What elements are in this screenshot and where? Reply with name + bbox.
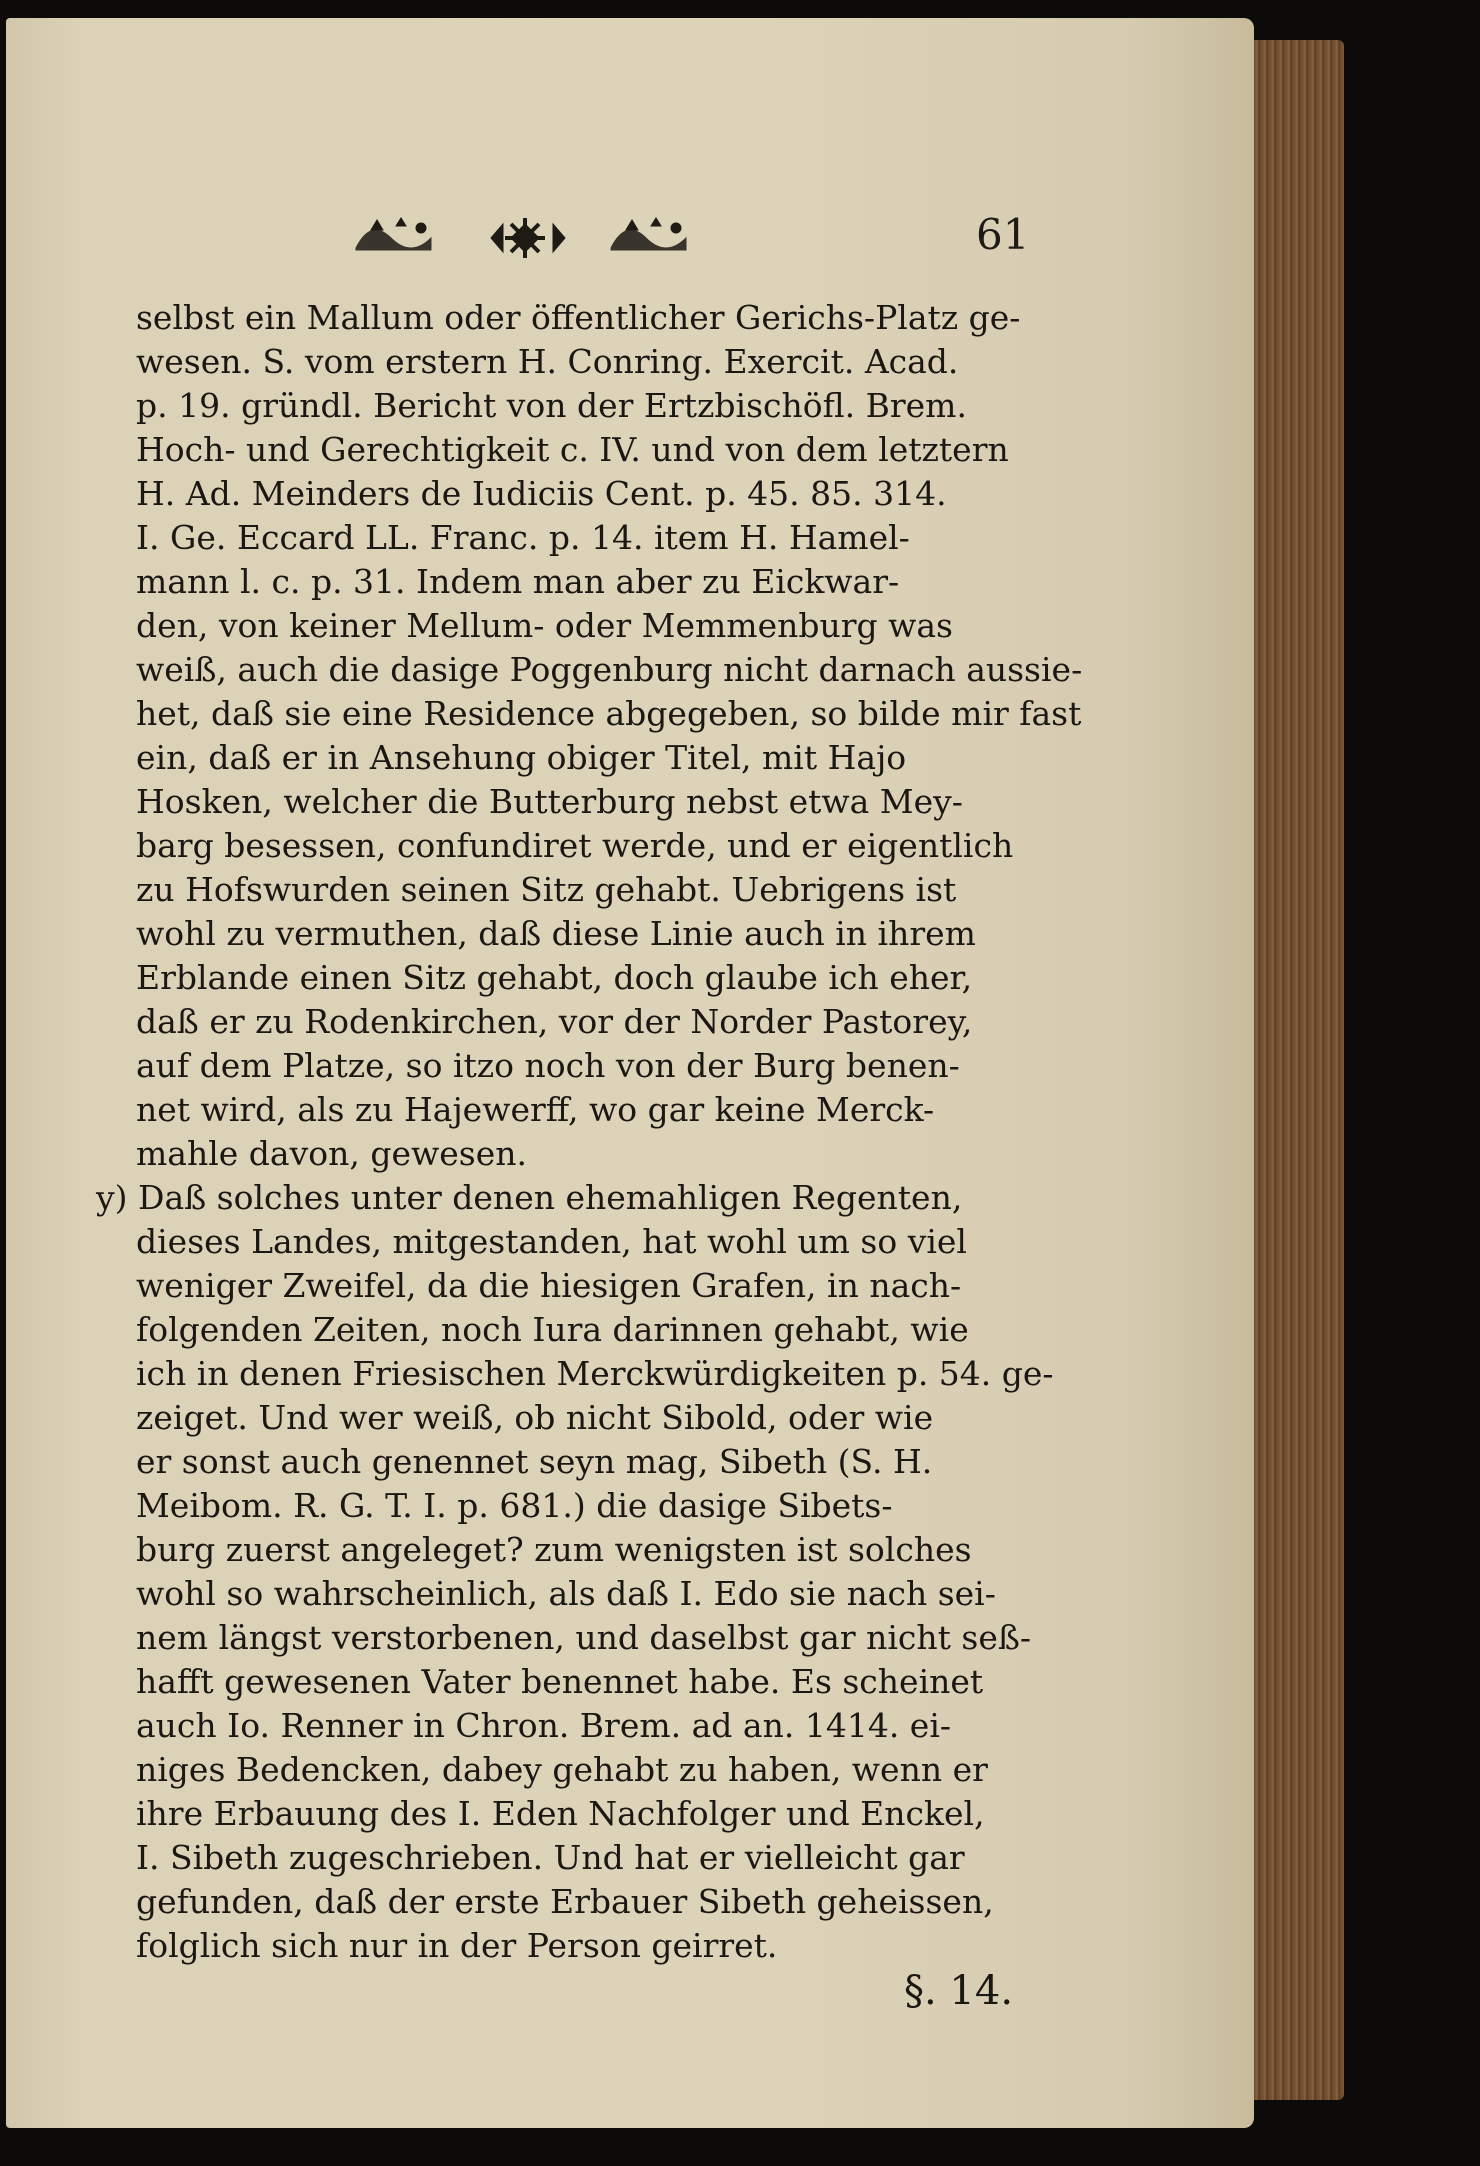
text-line: I. Sibeth zugeschrieben. Und hat er vielleicht gar	[136, 1838, 965, 1877]
text-line: auf dem Platze, so itzo noch von der Burg benen-	[136, 1046, 960, 1085]
text-line: Hosken, welcher die Butterburg nebst etwa Mey-	[136, 782, 963, 821]
printer-ornament-icon	[351, 208, 791, 268]
text-line: ich in denen Friesischen Merckwürdigkeiten p. 54. ge-	[136, 1354, 1054, 1393]
text-line: p. 19. gründl. Bericht von der Ertzbischöfl. Brem.	[136, 386, 967, 425]
text-line: weniger Zweifel, da die hiesigen Grafen, in nach-	[136, 1266, 962, 1305]
text-line: hafft gewesenen Vater benennet habe. Es scheinet	[136, 1662, 984, 1701]
page-number: 61	[976, 210, 1030, 259]
text-line: I. Ge. Eccard LL. Franc. p. 14. item H. Hamel-	[136, 518, 910, 557]
page-edges	[1254, 40, 1344, 2100]
text-line: folgenden Zeiten, noch Iura darinnen gehabt, wie	[136, 1310, 969, 1349]
text-line: wohl so wahrscheinlich, als daß I. Edo sie nach sei-	[136, 1574, 996, 1613]
text-line: H. Ad. Meinders de Iudiciis Cent. p. 45. 85. 314.	[136, 474, 947, 513]
text-line: niges Bedencken, dabey gehabt zu haben, wenn er	[136, 1750, 988, 1789]
text-line: den, von keiner Mellum- oder Memmenburg was	[136, 606, 953, 645]
text-line: zu Hofswurden seinen Sitz gehabt. Uebrigens ist	[136, 870, 957, 909]
text-line: Hoch- und Gerechtigkeit c. IV. und von dem letztern	[136, 430, 1009, 469]
text-line: net wird, als zu Hajewerff, wo gar keine Merck-	[136, 1090, 935, 1129]
text-line: dieses Landes, mitgestanden, hat wohl um so viel	[136, 1222, 967, 1261]
text-line: selbst ein Mallum oder öffentlicher Gerichs-Platz ge-	[136, 298, 1021, 337]
text-line: nem längst verstorbenen, und daselbst gar nicht seß-	[136, 1618, 1032, 1657]
text-line: zeiget. Und wer weiß, ob nicht Sibold, oder wie	[136, 1398, 934, 1437]
footnote-line: y) Daß solches unter denen ehemahligen Regenten,	[96, 1178, 963, 1217]
text-line: folglich sich nur in der Person geirret.	[136, 1926, 778, 1965]
book-page	[6, 18, 1254, 2128]
text-line: wesen. S. vom erstern H. Conring. Exercit. Acad.	[136, 342, 959, 381]
page-header	[351, 208, 1031, 278]
text-line: wohl zu vermuthen, daß diese Linie auch in ihrem	[136, 914, 976, 953]
text-line: mahle davon, gewesen.	[136, 1134, 527, 1173]
text-line: er sonst auch genennet seyn mag, Sibeth (S. H.	[136, 1442, 933, 1481]
text-line: auch Io. Renner in Chron. Brem. ad an. 1414. ei-	[136, 1706, 952, 1745]
text-line: het, daß sie eine Residence abgegeben, so bilde mir fast	[136, 694, 1082, 733]
text-line: daß er zu Rodenkirchen, vor der Norder Pastorey,	[136, 1002, 973, 1041]
text-line: barg besessen, confundiret werde, und er eigentlich	[136, 826, 1014, 865]
text-line: Erblande einen Sitz gehabt, doch glaube ich eher,	[136, 958, 973, 997]
text-line: ihre Erbauung des I. Eden Nachfolger und Enckel,	[136, 1794, 985, 1833]
text-line: burg zuerst angeleget? zum wenigsten ist solches	[136, 1530, 972, 1569]
text-line: mann l. c. p. 31. Indem man aber zu Eickwar-	[136, 562, 900, 601]
text-line: ein, daß er in Ansehung obiger Titel, mit Hajo	[136, 738, 907, 777]
text-line: Meibom. R. G. T. I. p. 681.) die dasige Sibets-	[136, 1486, 893, 1525]
text-line: weiß, auch die dasige Poggenburg nicht darnach aussie-	[136, 650, 1083, 689]
catchword: §. 14.	[904, 1968, 1014, 2014]
text-line: gefunden, daß der erste Erbauer Sibeth geheissen,	[136, 1882, 994, 1921]
